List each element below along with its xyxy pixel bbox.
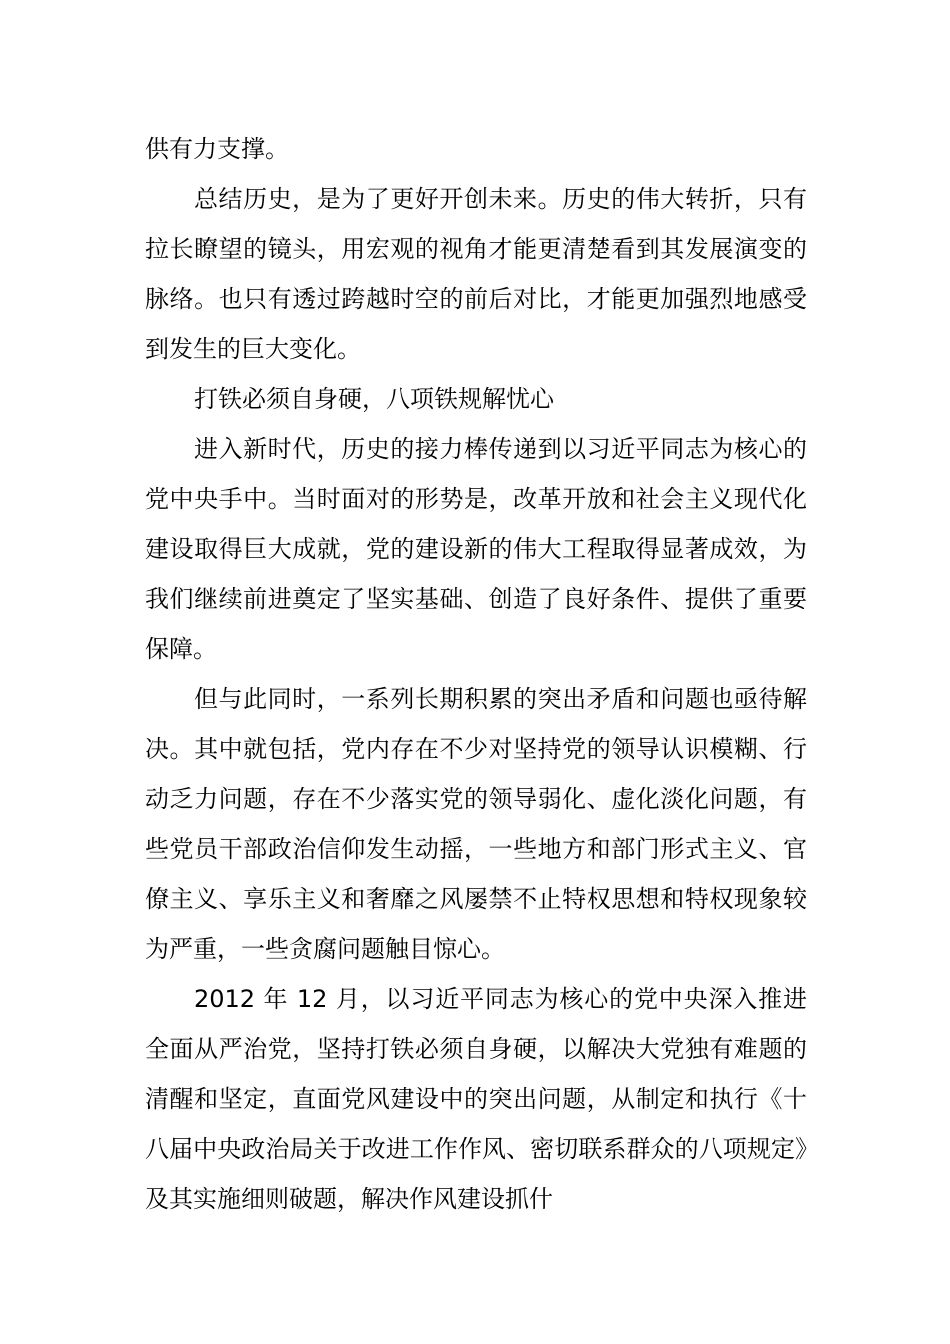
paragraph-problems: 但与此同时，一系列长期积累的突出矛盾和问题也亟待解决。其中就包括，党内存在不少对坚持党的领导认识模糊、行动乏力问题，存在不少落实党的领导弱化、虚化淡化问题，有些党员干部政治信仰发生动摇，一些地方和部门形式主义、官僚主义、享乐主义和奢靡之风屡禁不止特权思想和特权现象较为严重，一些贪腐问题触目惊心。 xyxy=(145,685,807,963)
paragraph-new-era: 进入新时代，历史的接力棒传递到以习近平同志为核心的党中央手中。当时面对的形势是，改革开放和社会主义现代化建设取得巨大成就，党的建设新的伟大工程取得显著成效，为我们继续前进奠定了坚实基础、创造了良好条件、提供了重要保障。 xyxy=(145,435,807,663)
paragraph-history-summary: 总结历史，是为了更好开创未来。历史的伟大转折，只有拉长瞭望的镜头，用宏观的视角才能更清楚看到其发展演变的脉络。也只有透过跨越时空的前后对比，才能更加强烈地感受到发生的巨大变化。 xyxy=(145,185,807,363)
section-heading: 打铁必须自身硬，八项铁规解忧心 xyxy=(194,385,554,413)
paragraph-eight-regulations: 2012 年 12 月，以习近平同志为核心的党中央深入推进全面从严治党，坚持打铁必须自身硬，以解决大党独有难题的清醒和坚定，直面党风建设中的突出问题，从制定和执行《十八届中央政治局关于改进工作作风、密切联系群众的八项规定》及其实施细则破题，解决作风建设抓什 xyxy=(145,985,807,1213)
body-text xyxy=(145,124,807,1224)
paragraph-continuation: 供有力支撑。 xyxy=(145,135,289,163)
